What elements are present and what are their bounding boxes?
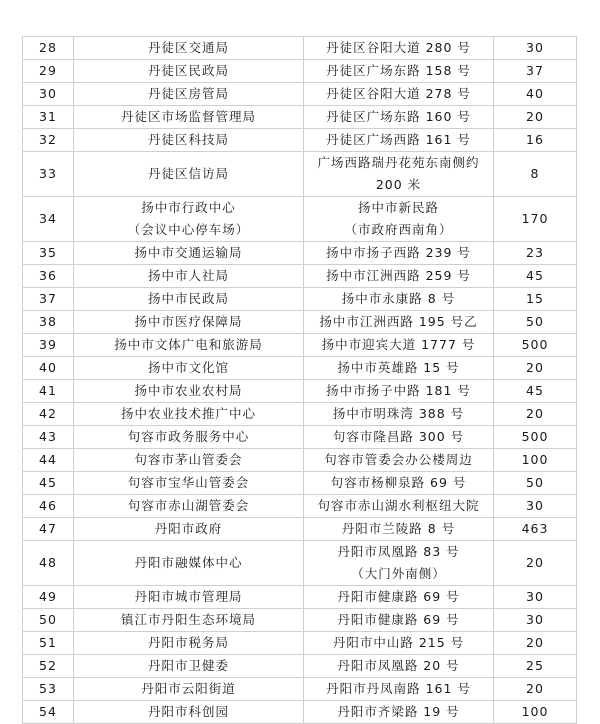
table-row [23,265,577,288]
row-number-cell: 28 [23,37,74,60]
address-cell: 扬中市明珠湾 388 号 [304,403,494,426]
unit-name-cell: 扬中农业技术推广中心 [74,403,304,426]
address-cell: 句容市隆昌路 300 号 [304,426,494,449]
unit-name-cell: 镇江市丹阳生态环境局 [74,609,304,632]
unit-name-cell: 丹阳市融媒体中心 [74,541,304,586]
count-cell: 8 [494,152,577,197]
count-cell: 100 [494,701,577,724]
address-cell: 扬中市迎宾大道 1777 号 [304,334,494,357]
table-row [23,701,577,724]
row-number-cell: 49 [23,586,74,609]
count-cell: 463 [494,518,577,541]
address-cell: 句容市赤山湖水利枢纽大院 [304,495,494,518]
count-cell: 45 [494,265,577,288]
count-cell: 25 [494,655,577,678]
unit-name-cell: 丹徒区民政局 [74,60,304,83]
row-number-cell: 37 [23,288,74,311]
row-number-cell: 31 [23,106,74,129]
unit-name-cell: 丹徒区交通局 [74,37,304,60]
table-row [23,152,577,197]
parking-table [22,36,577,724]
row-number-cell: 45 [23,472,74,495]
count-cell: 20 [494,106,577,129]
unit-name-cell: 扬中市行政中心 （会议中心停车场） [74,197,304,242]
row-number-cell: 38 [23,311,74,334]
count-cell: 16 [494,129,577,152]
address-cell: 广场西路瑞丹花苑东南侧约 200 米 [304,152,494,197]
table-row [23,426,577,449]
unit-name-cell: 扬中市交通运输局 [74,242,304,265]
table-row [23,609,577,632]
count-cell: 30 [494,495,577,518]
address-cell: 扬中市扬子中路 181 号 [304,380,494,403]
unit-name-cell: 丹阳市政府 [74,518,304,541]
address-cell: 丹阳市齐梁路 19 号 [304,701,494,724]
count-cell: 50 [494,472,577,495]
count-cell: 23 [494,242,577,265]
table-row [23,655,577,678]
row-number-cell: 50 [23,609,74,632]
table-row [23,83,577,106]
row-number-cell: 44 [23,449,74,472]
unit-name-cell: 扬中市人社局 [74,265,304,288]
row-number-cell: 42 [23,403,74,426]
row-number-cell: 33 [23,152,74,197]
address-cell: 丹徒区谷阳大道 278 号 [304,83,494,106]
row-number-cell: 47 [23,518,74,541]
address-cell: 丹阳市兰陵路 8 号 [304,518,494,541]
address-cell: 扬中市英雄路 15 号 [304,357,494,380]
address-cell: 扬中市永康路 8 号 [304,288,494,311]
address-cell: 丹徒区谷阳大道 280 号 [304,37,494,60]
parking-table-sheet [22,36,577,724]
count-cell: 170 [494,197,577,242]
unit-name-cell: 句容市宝华山管委会 [74,472,304,495]
address-cell: 丹阳市健康路 69 号 [304,609,494,632]
parking-table-body [23,37,577,724]
row-number-cell: 36 [23,265,74,288]
unit-name-cell: 丹阳市城市管理局 [74,586,304,609]
table-row [23,288,577,311]
count-cell: 20 [494,541,577,586]
unit-name-cell: 句容市赤山湖管委会 [74,495,304,518]
address-cell: 丹阳市凤凰路 20 号 [304,655,494,678]
address-cell: 丹阳市中山路 215 号 [304,632,494,655]
table-row [23,541,577,586]
table-row [23,197,577,242]
row-number-cell: 34 [23,197,74,242]
address-cell: 扬中市江洲西路 195 号乙 [304,311,494,334]
unit-name-cell: 扬中市文化馆 [74,357,304,380]
table-row [23,311,577,334]
count-cell: 40 [494,83,577,106]
count-cell: 30 [494,609,577,632]
address-cell: 丹徒区广场西路 161 号 [304,129,494,152]
table-row [23,403,577,426]
count-cell: 30 [494,37,577,60]
table-row [23,632,577,655]
table-row [23,449,577,472]
row-number-cell: 29 [23,60,74,83]
row-number-cell: 35 [23,242,74,265]
address-cell: 丹阳市健康路 69 号 [304,586,494,609]
row-number-cell: 46 [23,495,74,518]
count-cell: 20 [494,678,577,701]
address-cell: 扬中市新民路 （市政府西南角） [304,197,494,242]
count-cell: 500 [494,426,577,449]
table-row [23,37,577,60]
table-row [23,380,577,403]
table-row [23,586,577,609]
unit-name-cell: 句容市政务服务中心 [74,426,304,449]
address-cell: 句容市杨柳泉路 69 号 [304,472,494,495]
address-cell: 句容市管委会办公楼周边 [304,449,494,472]
count-cell: 15 [494,288,577,311]
count-cell: 20 [494,632,577,655]
count-cell: 45 [494,380,577,403]
row-number-cell: 41 [23,380,74,403]
unit-name-cell: 丹阳市卫健委 [74,655,304,678]
row-number-cell: 53 [23,678,74,701]
unit-name-cell: 丹徒区信访局 [74,152,304,197]
unit-name-cell: 丹阳市税务局 [74,632,304,655]
table-row [23,129,577,152]
count-cell: 500 [494,334,577,357]
unit-name-cell: 丹阳市科创园 [74,701,304,724]
table-row [23,678,577,701]
count-cell: 37 [494,60,577,83]
table-row [23,60,577,83]
unit-name-cell: 丹徒区房管局 [74,83,304,106]
row-number-cell: 43 [23,426,74,449]
table-row [23,242,577,265]
unit-name-cell: 扬中市医疗保障局 [74,311,304,334]
unit-name-cell: 丹阳市云阳街道 [74,678,304,701]
address-cell: 丹徒区广场东路 160 号 [304,106,494,129]
unit-name-cell: 扬中市农业农村局 [74,380,304,403]
address-cell: 扬中市扬子西路 239 号 [304,242,494,265]
count-cell: 20 [494,403,577,426]
count-cell: 50 [494,311,577,334]
unit-name-cell: 丹徒区市场监督管理局 [74,106,304,129]
address-cell: 丹阳市丹凤南路 161 号 [304,678,494,701]
row-number-cell: 32 [23,129,74,152]
row-number-cell: 30 [23,83,74,106]
table-row [23,106,577,129]
unit-name-cell: 丹徒区科技局 [74,129,304,152]
count-cell: 30 [494,586,577,609]
row-number-cell: 54 [23,701,74,724]
count-cell: 100 [494,449,577,472]
row-number-cell: 51 [23,632,74,655]
unit-name-cell: 扬中市文体广电和旅游局 [74,334,304,357]
unit-name-cell: 扬中市民政局 [74,288,304,311]
table-row [23,334,577,357]
table-row [23,357,577,380]
row-number-cell: 40 [23,357,74,380]
table-row [23,518,577,541]
address-cell: 丹阳市凤凰路 83 号 （大门外南侧） [304,541,494,586]
row-number-cell: 48 [23,541,74,586]
row-number-cell: 52 [23,655,74,678]
table-row [23,495,577,518]
row-number-cell: 39 [23,334,74,357]
address-cell: 扬中市江洲西路 259 号 [304,265,494,288]
unit-name-cell: 句容市茅山管委会 [74,449,304,472]
count-cell: 20 [494,357,577,380]
address-cell: 丹徒区广场东路 158 号 [304,60,494,83]
table-row [23,472,577,495]
